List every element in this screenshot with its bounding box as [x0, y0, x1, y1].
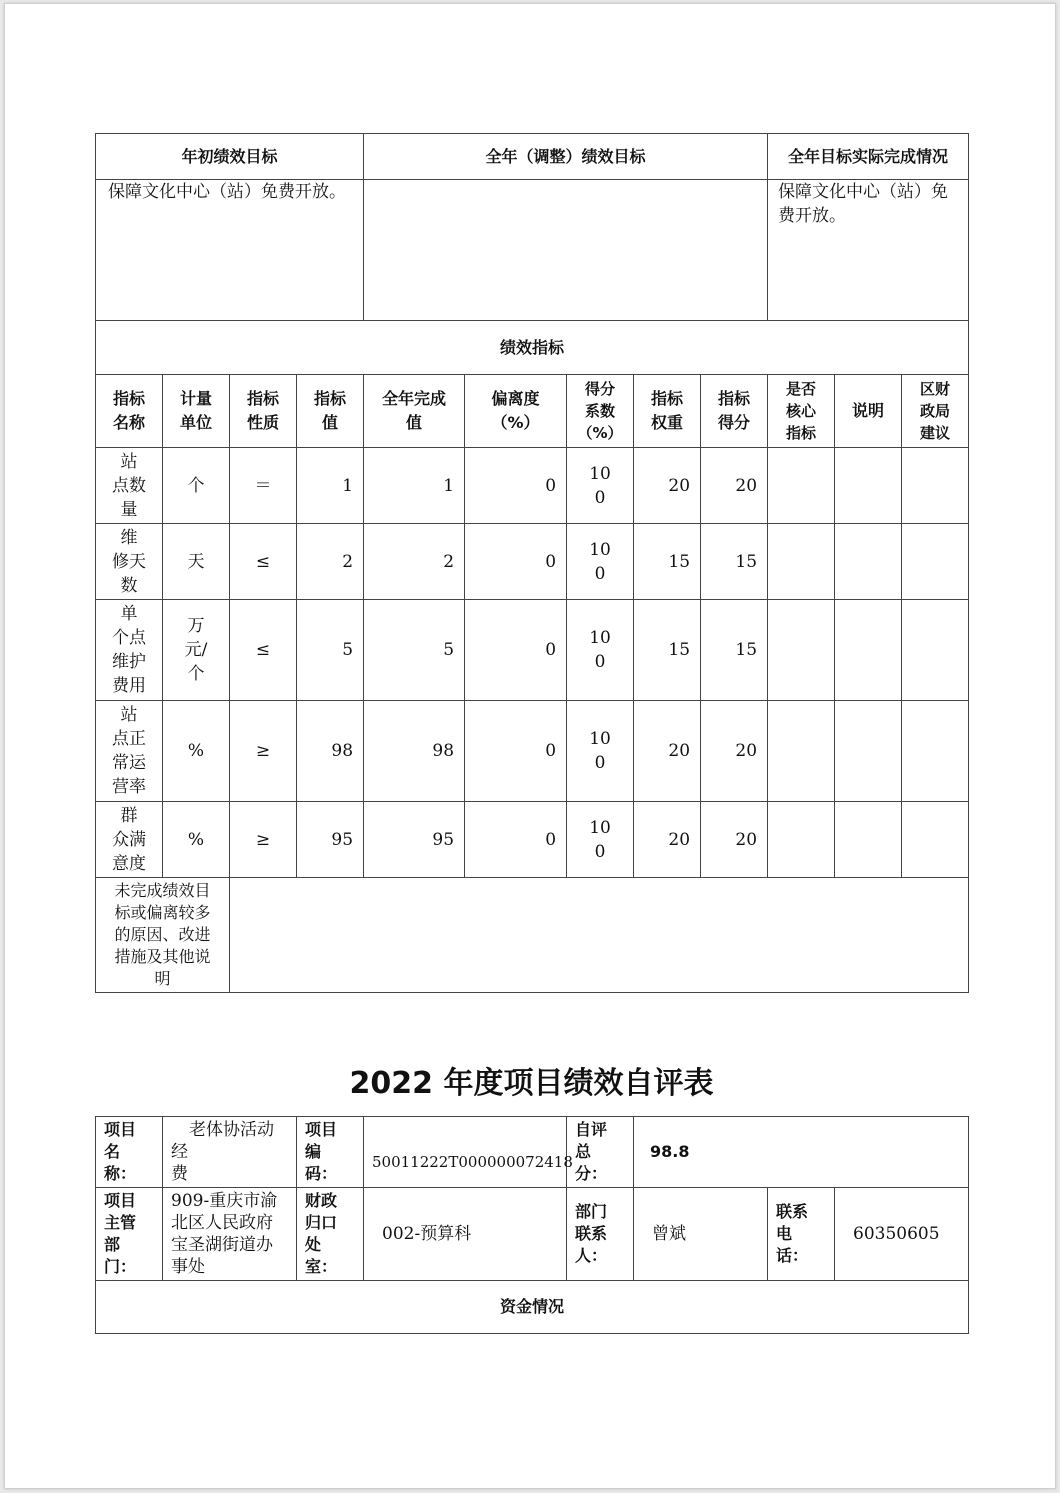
- indicator-advice: [902, 701, 969, 802]
- header-adjusted-goal: 全年（调整）绩效目标: [364, 134, 768, 180]
- indicator-coefficient: 10 0: [567, 600, 634, 701]
- document-page: [4, 3, 1056, 1489]
- table-row: [96, 600, 969, 701]
- col-target-value: 指标 值: [297, 375, 364, 448]
- indicator-value: 95: [297, 802, 364, 878]
- indicator-completed: 2: [364, 524, 465, 600]
- indicator-deviation: 0: [465, 802, 567, 878]
- indicators-section-title: 绩效指标: [96, 321, 969, 375]
- indicator-deviation: 0: [465, 448, 567, 524]
- indicator-nature: ≥: [230, 701, 297, 802]
- indicator-core: [768, 448, 835, 524]
- project-info-table: [95, 1116, 969, 1334]
- indicator-unit: %: [163, 701, 230, 802]
- indicator-value: 5: [297, 600, 364, 701]
- indicator-nature: ≥: [230, 802, 297, 878]
- indicator-unit: 个: [163, 448, 230, 524]
- indicator-column-headers: [96, 375, 969, 448]
- indicator-nature: ≤: [230, 600, 297, 701]
- performance-table: [95, 133, 969, 993]
- col-nature: 指标 性质: [230, 375, 297, 448]
- indicator-name: 站 点正 常运 营率: [96, 701, 163, 802]
- indicator-value: 1: [297, 448, 364, 524]
- indicator-weight: 20: [634, 802, 701, 878]
- funds-section-title: 资金情况: [96, 1281, 969, 1334]
- indicator-nature: ＝: [230, 448, 297, 524]
- indicator-coefficient: 10 0: [567, 524, 634, 600]
- indicator-core: [768, 701, 835, 802]
- indicator-unit: 天: [163, 524, 230, 600]
- indicator-advice: [902, 802, 969, 878]
- indicator-weight: 20: [634, 701, 701, 802]
- col-core-indicator: 是否 核心 指标: [768, 375, 835, 448]
- indicator-coefficient: 10 0: [567, 448, 634, 524]
- indicator-advice: [902, 600, 969, 701]
- col-deviation: 偏离度 （%）: [465, 375, 567, 448]
- project-name-label: 项目 名 称：: [96, 1117, 163, 1188]
- indicator-score: 20: [701, 701, 768, 802]
- indicator-weight: 15: [634, 600, 701, 701]
- initial-goal-text: 保障文化中心（站）免费开放。: [96, 180, 364, 321]
- indicator-weight: 15: [634, 524, 701, 600]
- remarks-value: [230, 878, 969, 993]
- department-value: 909-重庆市渝 北区人民政府 宝圣湖街道办 事处: [163, 1188, 297, 1281]
- phone-label: 联系 电 话：: [768, 1188, 835, 1281]
- indicator-completed: 95: [364, 802, 465, 878]
- indicator-score: 20: [701, 448, 768, 524]
- col-score-coefficient: 得分 系数 （%）: [567, 375, 634, 448]
- indicator-note: [835, 600, 902, 701]
- adjusted-goal-text: [364, 180, 768, 321]
- col-score: 指标 得分: [701, 375, 768, 448]
- header-actual-completion: 全年目标实际完成情况: [768, 134, 969, 180]
- self-score-label: 自评 总 分：: [567, 1117, 634, 1188]
- indicator-note: [835, 802, 902, 878]
- indicator-deviation: 0: [465, 524, 567, 600]
- indicator-name: 维 修天 数: [96, 524, 163, 600]
- indicator-coefficient: 10 0: [567, 802, 634, 878]
- self-score-value: 98.8: [634, 1117, 969, 1188]
- indicator-completed: 98: [364, 701, 465, 802]
- col-unit: 计量 单位: [163, 375, 230, 448]
- col-note: 说明: [835, 375, 902, 448]
- col-bureau-advice: 区财 政局 建议: [902, 375, 969, 448]
- indicator-unit: 万 元/ 个: [163, 600, 230, 701]
- table-row: [96, 701, 969, 802]
- indicator-core: [768, 600, 835, 701]
- table-row: [96, 524, 969, 600]
- indicator-core: [768, 802, 835, 878]
- indicator-name: 群 众满 意度: [96, 802, 163, 878]
- form-title: 2022 年度项目绩效自评表: [349, 1066, 714, 1101]
- indicator-note: [835, 448, 902, 524]
- indicator-score: 20: [701, 802, 768, 878]
- indicator-value: 98: [297, 701, 364, 802]
- indicator-deviation: 0: [465, 701, 567, 802]
- indicator-advice: [902, 448, 969, 524]
- indicator-core: [768, 524, 835, 600]
- indicator-unit: %: [163, 802, 230, 878]
- col-weight: 指标 权重: [634, 375, 701, 448]
- project-name-value: 老体协活动经 费: [163, 1117, 297, 1188]
- department-label: 项目 主管 部 门：: [96, 1188, 163, 1281]
- table-row: [96, 802, 969, 878]
- indicator-deviation: 0: [465, 600, 567, 701]
- indicator-note: [835, 524, 902, 600]
- project-code-label: 项目 编 码：: [297, 1117, 364, 1188]
- indicator-note: [835, 701, 902, 802]
- remarks-label: 未完成绩效目 标或偏离较多 的原因、改进 措施及其他说 明: [96, 878, 230, 993]
- indicator-value: 2: [297, 524, 364, 600]
- col-indicator-name: 指标 名称: [96, 375, 163, 448]
- indicator-coefficient: 10 0: [567, 701, 634, 802]
- indicator-score: 15: [701, 600, 768, 701]
- indicator-name: 单 个点 维护 费用: [96, 600, 163, 701]
- indicator-score: 15: [701, 524, 768, 600]
- table-row: [96, 448, 969, 524]
- col-completed-value: 全年完成 值: [364, 375, 465, 448]
- actual-completion-text: 保障文化中心（站）免费开放。: [768, 180, 969, 321]
- finance-office-value: 002-预算科: [364, 1188, 567, 1281]
- indicator-completed: 5: [364, 600, 465, 701]
- indicator-completed: 1: [364, 448, 465, 524]
- finance-office-label: 财政 归口 处 室：: [297, 1188, 364, 1281]
- indicator-nature: ≤: [230, 524, 297, 600]
- indicator-weight: 20: [634, 448, 701, 524]
- phone-value: 60350605: [835, 1188, 969, 1281]
- indicator-name: 站 点数 量: [96, 448, 163, 524]
- header-initial-goal: 年初绩效目标: [96, 134, 364, 180]
- contact-person-label: 部门 联系 人：: [567, 1188, 634, 1281]
- contact-person-value: 曾斌: [634, 1188, 768, 1281]
- indicator-advice: [902, 524, 969, 600]
- project-code-value: 50011222T000000072418: [364, 1117, 567, 1188]
